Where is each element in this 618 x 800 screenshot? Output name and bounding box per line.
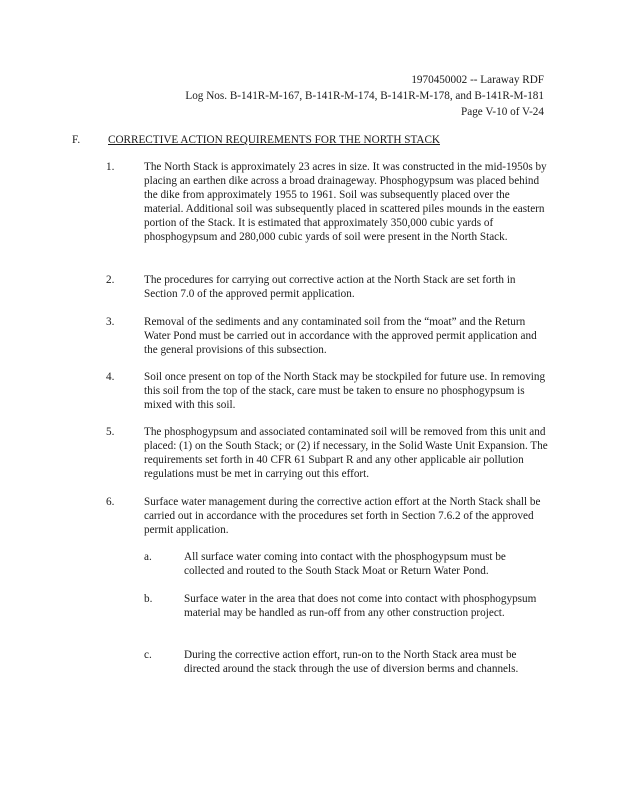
item-number: 5. [106,426,115,438]
item-number: 6. [106,496,115,508]
sub-item-text: During the corrective action effort, run-on to the North Stack area must be directed around the stack through the use of diversion berms and channels. [184,649,519,676]
log-numbers: Log Nos. B-141R-M-167, B-141R-M-174, B-141R-M-178, and B-141R-M-181 [185,90,544,102]
sub-item-letter: a. [144,551,152,563]
item-text: The North Stack is approximately 23 acres in size. It was constructed in the mid-1950s by placing an earthen dike across a broad drainageway. Phosphogypsum was placed behind the dike from approximately 1955 to 1961. Soil was subsequently placed over the material. Additional soil was subsequently placed in scattered piles mounds in the eastern portion of the Stack. It is estimated that approximately 350,000 cubic yards of phosphogypsum and 280,000 cubic yards of soil were present in the North Stack. [144,161,547,244]
item-number: 1. [106,161,115,173]
section-title: CORRECTIVE ACTION REQUIREMENTS FOR THE NORTH STACK [108,134,440,146]
item-text: The procedures for carrying out corrective action at the North Stack are set forth in Section 7.0 of the approved permit application. [144,274,516,301]
item-text: Surface water management during the corrective action effort at the North Stack shall be carried out in accordance with the procedures set forth in Section 7.6.2 of the approved permit application. [144,496,541,537]
item-number: 3. [106,316,115,328]
document-id: 1970450002 -- Laraway RDF [411,74,544,86]
sub-item-letter: b. [144,593,153,605]
page-number: Page V-10 of V-24 [461,106,544,118]
section-heading [72,133,552,147]
item-number: 2. [106,274,115,286]
sub-item-letter: c. [144,649,152,661]
item-text: Removal of the sediments and any contaminated soil from the “moat” and the Return Water Pond must be carried out in accordance with the approved permit application and the general provisions of this subsection. [144,316,537,357]
item-text: The phosphogypsum and associated contaminated soil will be removed from this unit and placed: (1) on the South Stack; or (2) if necessary, in the Solid Waste Unit Expansion. The requirements set forth in 40 CFR 61 Subpart R and any other applicable air pollution regulations must be met in carrying out this effort. [144,426,548,481]
item-text: Soil once present on top of the North Stack may be stockpiled for future use. In removing this soil from the top of the stack, care must be taken to ensure no phosphogypsum is mixed with this soil. [144,371,546,412]
section-letter: F. [72,134,81,146]
sub-item-text: All surface water coming into contact with the phosphogypsum must be collected and routed to the South Stack Moat or Return Water Pond. [184,551,506,578]
page-header [185,72,544,120]
item-number: 4. [106,371,115,383]
sub-item-text: Surface water in the area that does not come into contact with phosphogypsum material may be handled as run-off from any other construction project. [184,593,537,620]
